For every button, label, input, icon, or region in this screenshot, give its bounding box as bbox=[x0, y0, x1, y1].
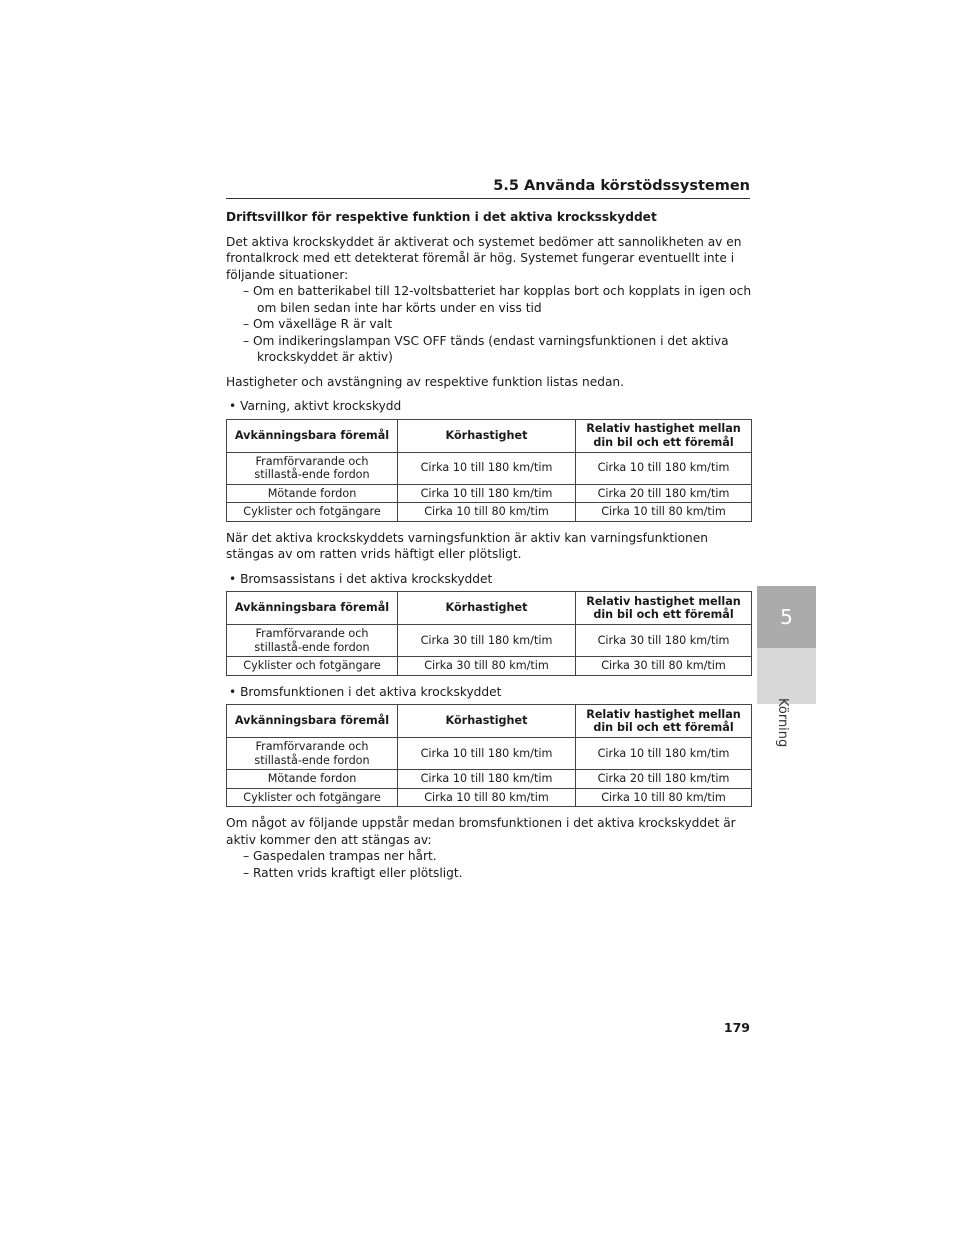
table-cell: Framförvarande och stillastå-ende fordon bbox=[227, 625, 398, 657]
speed-table-warning bbox=[226, 419, 752, 522]
condition-item: – Om växelläge R är valt bbox=[243, 317, 393, 331]
condition-item: – Om indikeringslampan VSC OFF tänds (endast varningsfunktionen i det aktiva krockskyddet är aktiv) bbox=[243, 333, 729, 364]
intro-paragraph: Det aktiva krockskyddet är aktiverat och systemet bedömer att sannolikheten av en frontalkrock med ett detekterat föremål är hög. Systemet fungerar eventuellt inte i följande situationer: bbox=[226, 234, 742, 282]
table-header-row bbox=[227, 592, 752, 625]
conditions-list bbox=[226, 283, 752, 366]
table-cell: Cirka 10 till 80 km/tim bbox=[576, 503, 752, 522]
table-row bbox=[227, 503, 752, 522]
column-header: Relativ hastighet mellan din bil och ett föremål bbox=[576, 592, 752, 625]
chapter-tab-label bbox=[757, 648, 816, 748]
page-number: 179 bbox=[723, 1020, 750, 1035]
table-row bbox=[227, 788, 752, 807]
table-cell: Framförvarande och stillastå-ende fordon bbox=[227, 452, 398, 484]
chapter-tab-number: 5 bbox=[757, 586, 816, 648]
table-cell: Cirka 10 till 80 km/tim bbox=[576, 788, 752, 807]
page-content bbox=[226, 209, 752, 889]
column-header: Avkänningsbara föremål bbox=[227, 592, 398, 625]
table-cell: Cirka 20 till 180 km/tim bbox=[576, 770, 752, 789]
section-bullet-braking: • Bromsfunktionen i det aktiva krockskyddet bbox=[229, 684, 502, 699]
table-cell: Cirka 30 till 80 km/tim bbox=[398, 657, 576, 676]
column-header: Körhastighet bbox=[398, 592, 576, 625]
table-row bbox=[227, 657, 752, 676]
table-cell: Cirka 10 till 180 km/tim bbox=[576, 452, 752, 484]
closing-item: – Gaspedalen trampas ner hårt. bbox=[243, 849, 437, 863]
table-cell: Cirka 10 till 180 km/tim bbox=[398, 452, 576, 484]
table-cell: Cirka 10 till 180 km/tim bbox=[398, 484, 576, 503]
table-row bbox=[227, 625, 752, 657]
table-cell: Mötande fordon bbox=[227, 484, 398, 503]
column-header: Relativ hastighet mellan din bil och ett föremål bbox=[576, 419, 752, 452]
table-row bbox=[227, 770, 752, 789]
section-header: 5.5 Använda körstödssystemen bbox=[226, 178, 750, 199]
table-cell: Cirka 10 till 180 km/tim bbox=[576, 738, 752, 770]
closing-item: – Ratten vrids kraftigt eller plötsligt. bbox=[243, 865, 463, 880]
table-cell: Cyklister och fotgängare bbox=[227, 657, 398, 676]
column-header: Relativ hastighet mellan din bil och ett föremål bbox=[576, 705, 752, 738]
table-header-row bbox=[227, 705, 752, 738]
column-header: Körhastighet bbox=[398, 705, 576, 738]
table-row bbox=[227, 738, 752, 770]
column-header: Avkänningsbara föremål bbox=[227, 419, 398, 452]
table-cell: Cirka 10 till 180 km/tim bbox=[398, 738, 576, 770]
condition-item: – Om en batterikabel till 12-voltsbatteriet har kopplas bort och kopplats in igen och om bilen sedan inte har körts under en viss tid bbox=[243, 284, 752, 315]
table-cell: Mötande fordon bbox=[227, 770, 398, 789]
table-cell: Framförvarande och stillastå-ende fordon bbox=[227, 738, 398, 770]
speed-table-braking bbox=[226, 704, 752, 807]
speeds-intro: Hastigheter och avstängning av respektive funktion listas nedan. bbox=[226, 374, 625, 389]
table-cell: Cirka 10 till 80 km/tim bbox=[398, 788, 576, 807]
table-cell: Cirka 20 till 180 km/tim bbox=[576, 484, 752, 503]
closing-paragraph: Om något av följande uppstår medan bromsfunktionen i det aktiva krockskyddet är aktiv kommer den att stängas av: bbox=[226, 816, 736, 847]
table-cell: Cyklister och fotgängare bbox=[227, 503, 398, 522]
table-cell: Cirka 30 till 180 km/tim bbox=[398, 625, 576, 657]
table-cell: Cirka 10 till 80 km/tim bbox=[398, 503, 576, 522]
table-cell: Cirka 30 till 180 km/tim bbox=[576, 625, 752, 657]
section-bullet-brake-assist: • Bromsassistans i det aktiva krockskyddet bbox=[229, 571, 493, 586]
warning-note: När det aktiva krockskyddets varningsfunktion är aktiv kan varningsfunktionen stängas av om ratten vrids häftigt eller plötsligt. bbox=[226, 530, 708, 561]
table-cell: Cirka 30 till 80 km/tim bbox=[576, 657, 752, 676]
column-header: Körhastighet bbox=[398, 419, 576, 452]
table-row bbox=[227, 452, 752, 484]
table-cell: Cirka 10 till 180 km/tim bbox=[398, 770, 576, 789]
chapter-tab-text: Körning bbox=[775, 698, 790, 748]
column-header: Avkänningsbara föremål bbox=[227, 705, 398, 738]
table-header-row bbox=[227, 419, 752, 452]
speed-table-brake-assist bbox=[226, 591, 752, 676]
table-cell: Cyklister och fotgängare bbox=[227, 788, 398, 807]
table-row bbox=[227, 484, 752, 503]
closing-list bbox=[226, 848, 752, 881]
section-bullet-warning: • Varning, aktivt krockskydd bbox=[229, 399, 402, 413]
section-heading: Driftsvillkor för respektive funktion i det aktiva krocksskyddet bbox=[226, 210, 657, 224]
